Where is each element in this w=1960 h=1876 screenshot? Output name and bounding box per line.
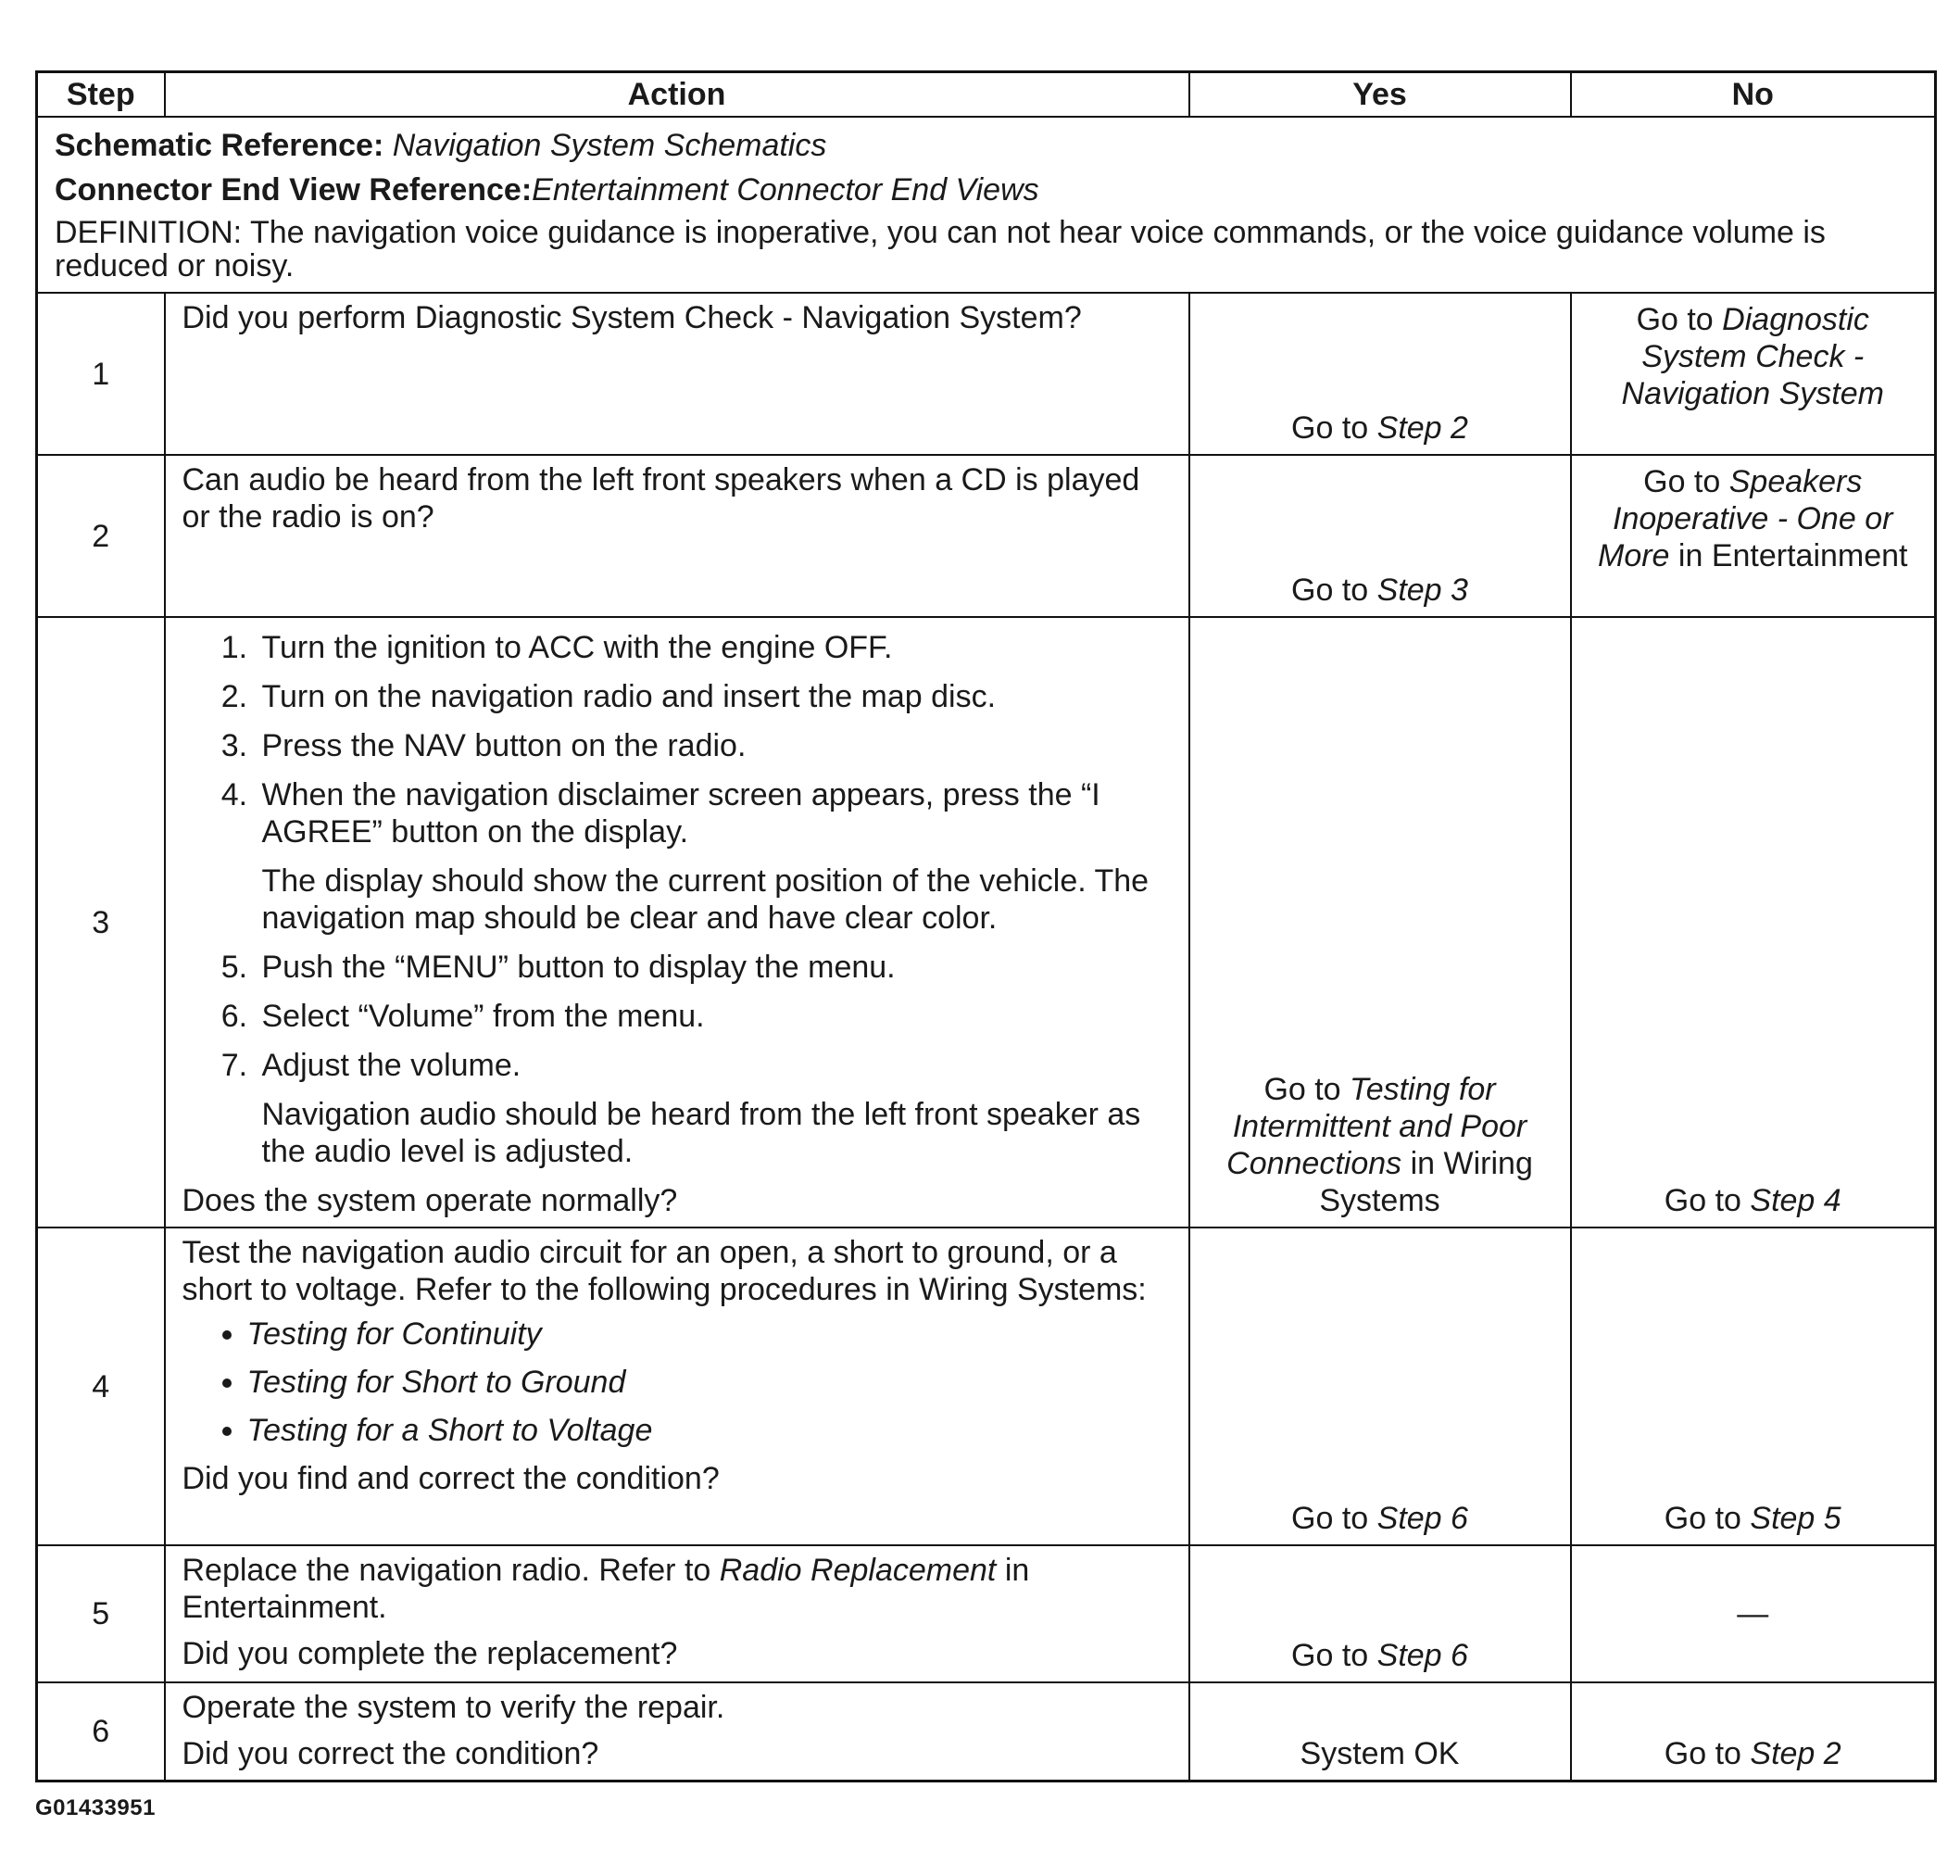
schematic-reference-link[interactable]: Navigation System Schematics xyxy=(392,128,827,163)
procedure-list xyxy=(182,629,1172,1170)
action-intro xyxy=(182,1552,1172,1626)
action-question: Can audio be heard from the left front speakers when a CD is played or the radio is on? xyxy=(182,462,1140,535)
procedure-text: Adjust the volume. xyxy=(261,1048,521,1083)
header-action: Action xyxy=(165,72,1189,118)
step-number: 4 xyxy=(37,1228,165,1545)
yes-prefix: Go to xyxy=(1263,1072,1351,1107)
yes-link[interactable]: Step 2 xyxy=(1376,410,1468,446)
no-cell xyxy=(1571,617,1936,1228)
yes-prefix: Go to xyxy=(1291,1501,1377,1536)
action-question: Does the system operate normally? xyxy=(182,1183,678,1218)
no-prefix: Go to xyxy=(1664,1183,1751,1218)
yes-text: System OK xyxy=(1300,1736,1460,1771)
procedure-note: Navigation audio should be heard from the left front speaker as the audio level is adjusted. xyxy=(261,1097,1141,1169)
no-dash: — xyxy=(1737,1596,1769,1631)
no-link[interactable]: Diagnostic System Check - Navigation System xyxy=(1621,302,1884,411)
procedure-link[interactable]: • Testing for a Short to Voltage xyxy=(247,1412,1172,1449)
procedure-text: When the navigation disclaimer screen appears, press the “I AGREE” button on the display. xyxy=(261,777,1100,850)
step-row-1 xyxy=(37,293,1936,455)
procedure-item xyxy=(257,629,1172,666)
connector-reference-link[interactable]: Entertainment Connector End Views xyxy=(532,172,1039,208)
step-row-2 xyxy=(37,455,1936,617)
no-prefix: Go to xyxy=(1664,1501,1751,1536)
step-number: 6 xyxy=(37,1682,165,1782)
yes-suffix: in Wiring Systems xyxy=(1319,1146,1533,1218)
step-row-5 xyxy=(37,1545,1936,1682)
step-number: 2 xyxy=(37,455,165,617)
no-prefix: Go to xyxy=(1664,1736,1751,1771)
yes-prefix: Go to xyxy=(1291,573,1377,608)
action-intro: Operate the system to verify the repair. xyxy=(182,1690,725,1725)
header-step: Step xyxy=(37,72,165,118)
no-cell xyxy=(1571,1682,1936,1782)
diagnostic-table xyxy=(35,70,1937,1782)
action-question: Did you find and correct the condition? xyxy=(182,1461,720,1496)
yes-prefix: Go to xyxy=(1291,1638,1377,1673)
no-link[interactable]: Step 4 xyxy=(1750,1183,1841,1218)
action-cell xyxy=(165,1228,1189,1545)
procedure-link[interactable]: • Testing for Continuity xyxy=(247,1316,1172,1353)
action-cell xyxy=(165,1545,1189,1682)
procedure-links xyxy=(182,1316,1172,1449)
schematic-reference xyxy=(55,127,1917,164)
yes-link[interactable]: Step 6 xyxy=(1376,1638,1468,1673)
procedure-text: Turn on the navigation radio and insert the map disc. xyxy=(261,679,997,714)
figure-id: G01433951 xyxy=(35,1795,156,1820)
step-row-3 xyxy=(37,617,1936,1228)
procedure-item xyxy=(257,727,1172,764)
action-intro: Test the navigation audio circuit for an open, a short to ground, or a short to voltage. Refer to the following procedures in Wiring Systems: xyxy=(182,1235,1147,1307)
references-row xyxy=(37,117,1936,293)
yes-cell xyxy=(1189,1228,1571,1545)
references-cell xyxy=(37,117,1936,293)
intro-prefix: Replace the navigation radio. Refer to xyxy=(182,1553,720,1588)
procedure-item xyxy=(257,949,1172,986)
action-question: Did you perform Diagnostic System Check - Navigation System? xyxy=(182,300,1082,335)
yes-cell xyxy=(1189,617,1571,1228)
yes-cell xyxy=(1189,1545,1571,1682)
yes-link[interactable]: Step 6 xyxy=(1376,1501,1468,1536)
connector-reference xyxy=(55,171,1917,208)
no-prefix: Go to xyxy=(1643,464,1729,499)
schematic-reference-label: Schematic Reference: xyxy=(55,128,384,163)
no-cell xyxy=(1571,293,1936,455)
step-number: 5 xyxy=(37,1545,165,1682)
procedure-note: The display should show the current position of the vehicle. The navigation map should be clear and have clear color. xyxy=(261,863,1150,936)
no-prefix: Go to xyxy=(1636,302,1723,337)
action-cell xyxy=(165,617,1189,1228)
action-cell xyxy=(165,1682,1189,1782)
no-cell xyxy=(1571,1545,1936,1682)
action-cell xyxy=(165,293,1189,455)
no-cell xyxy=(1571,455,1936,617)
intro-link[interactable]: Radio Replacement xyxy=(719,1553,997,1588)
yes-prefix: Go to xyxy=(1291,410,1377,446)
procedure-text: Select “Volume” from the menu. xyxy=(261,999,705,1034)
step-number: 3 xyxy=(37,617,165,1228)
definition-text: DEFINITION: The navigation voice guidance is inoperative, you can not hear voice commands, or the voice guidance volume is reduced or noisy. xyxy=(55,215,1826,283)
procedure-item xyxy=(257,998,1172,1035)
procedure-item xyxy=(257,776,1172,937)
header-no: No xyxy=(1571,72,1936,118)
yes-link[interactable]: Testing for Intermittent and Poor Connections xyxy=(1226,1072,1527,1181)
action-question: Did you complete the replacement? xyxy=(182,1636,678,1671)
no-suffix: in Entertainment xyxy=(1669,538,1908,573)
step-row-4 xyxy=(37,1228,1936,1545)
no-cell xyxy=(1571,1228,1936,1545)
procedure-link[interactable]: • Testing for Short to Ground xyxy=(247,1364,1172,1401)
step-row-6 xyxy=(37,1682,1936,1782)
no-link[interactable]: Step 2 xyxy=(1750,1736,1841,1771)
procedure-item xyxy=(257,1047,1172,1170)
no-link[interactable]: Step 5 xyxy=(1750,1501,1841,1536)
yes-cell xyxy=(1189,1682,1571,1782)
header-row xyxy=(37,72,1936,118)
intro-suffix: in Entertainment. xyxy=(182,1553,1030,1625)
connector-reference-label: Connector End View Reference: xyxy=(55,172,533,208)
procedure-text: Press the NAV button on the radio. xyxy=(261,728,747,763)
step-number: 1 xyxy=(37,293,165,455)
header-yes: Yes xyxy=(1189,72,1571,118)
yes-cell xyxy=(1189,293,1571,455)
action-question: Did you correct the condition? xyxy=(182,1736,599,1771)
procedure-item xyxy=(257,678,1172,715)
procedure-text: Push the “MENU” button to display the menu. xyxy=(261,950,896,985)
action-cell xyxy=(165,455,1189,617)
no-link[interactable]: Speakers Inoperative - One or More xyxy=(1598,464,1893,573)
procedure-text: Turn the ignition to ACC with the engine OFF. xyxy=(261,630,893,665)
yes-cell xyxy=(1189,455,1571,617)
yes-link[interactable]: Step 3 xyxy=(1376,573,1468,608)
